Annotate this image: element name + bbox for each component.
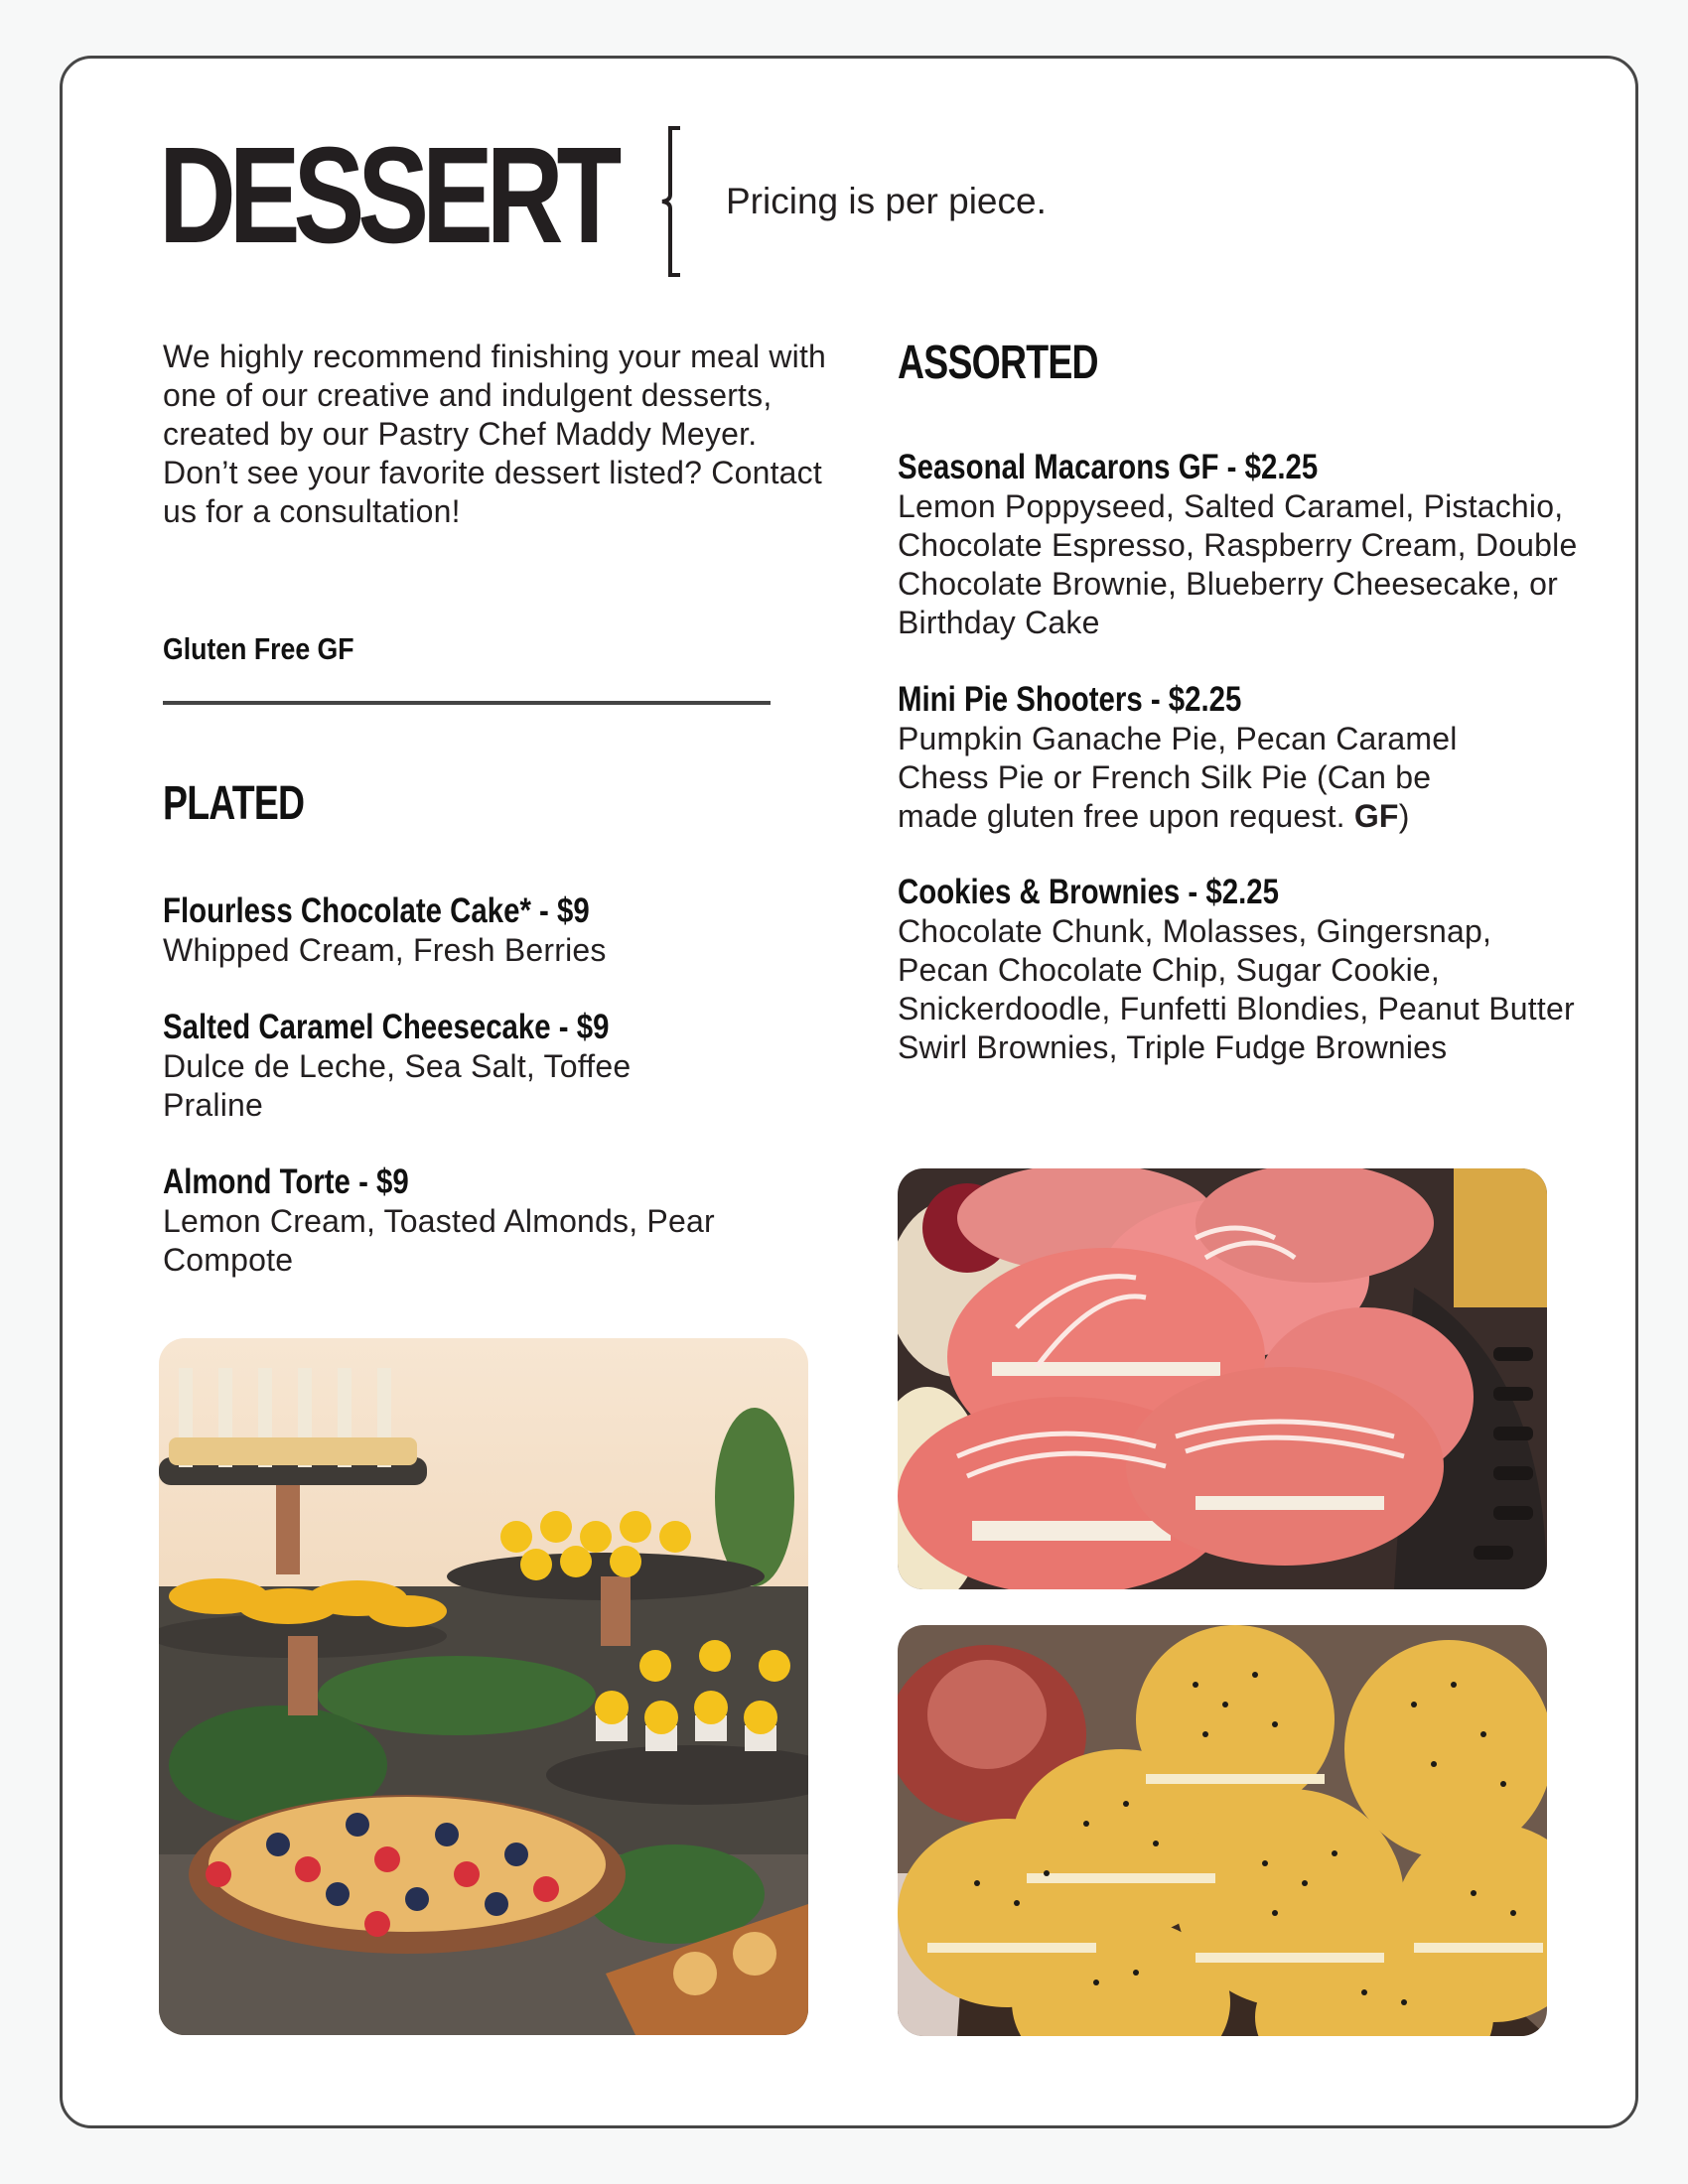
menu-item-description: Whipped Cream, Fresh Berries	[163, 932, 607, 968]
menu-item-title: Flourless Chocolate Cake* - $9	[163, 891, 590, 930]
pricing-note: Pricing is per piece.	[726, 181, 1047, 221]
menu-item-description: Dulce de Leche, Sea Salt, Toffee Praline	[163, 1048, 632, 1123]
menu-item-description	[898, 720, 1513, 836]
page-title: DESSERT	[159, 119, 616, 272]
menu-item	[898, 872, 1583, 1067]
intro-paragraph: We highly recommend finishing your meal with one of our creative and indulgent desserts, created by our Pastry Chef Maddy Meyer. Don’t see your favorite dessert listed? Contact us for a consultation!	[163, 339, 827, 529]
menu-item	[898, 679, 1513, 836]
menu-item-title: Almond Torte - $9	[163, 1162, 409, 1201]
gluten-free-legend: Gluten Free GF	[163, 631, 354, 666]
section-heading-plated: PLATED	[163, 777, 305, 830]
menu-item	[163, 1161, 808, 1280]
menu-item-description: Lemon Cream, Toasted Almonds, Pear Compote	[163, 1203, 715, 1278]
section-heading-assorted: ASSORTED	[898, 337, 1098, 389]
menu-item	[163, 890, 808, 970]
photo-dessert-table	[159, 1338, 808, 2035]
menu-item	[898, 447, 1583, 642]
menu-item-description: Chocolate Chunk, Molasses, Gingersnap, Pecan Chocolate Chip, Sugar Cookie, Snickerdoodle, Funfetti Blondies, Peanut Butter Swirl Brownies, Triple Fudge Brownies	[898, 913, 1575, 1065]
menu-item-title: Seasonal Macarons GF - $2.25	[898, 448, 1319, 486]
divider	[163, 701, 771, 705]
menu-item-title: Salted Caramel Cheesecake - $9	[163, 1008, 610, 1046]
photo-pink-macarons	[898, 1168, 1547, 1589]
menu-item	[163, 1007, 719, 1125]
menu-item-description: Lemon Poppyseed, Salted Caramel, Pistachio, Chocolate Espresso, Raspberry Cream, Double Chocolate Brownie, Blueberry Cheesecake, or Birthday Cake	[898, 488, 1578, 640]
menu-item-title: Mini Pie Shooters - $2.25	[898, 680, 1242, 719]
desc-text: Pumpkin Ganache Pie, Pecan Caramel Chess Pie or French Silk Pie (Can be made gluten free upon request.	[898, 721, 1458, 834]
gf-marker: GF	[1353, 798, 1399, 834]
photo-lemon-poppyseed-macarons	[898, 1625, 1547, 2036]
desc-text-end: )	[1398, 798, 1410, 834]
curly-brace-icon	[650, 125, 690, 278]
menu-item-title: Cookies & Brownies - $2.25	[898, 873, 1279, 911]
